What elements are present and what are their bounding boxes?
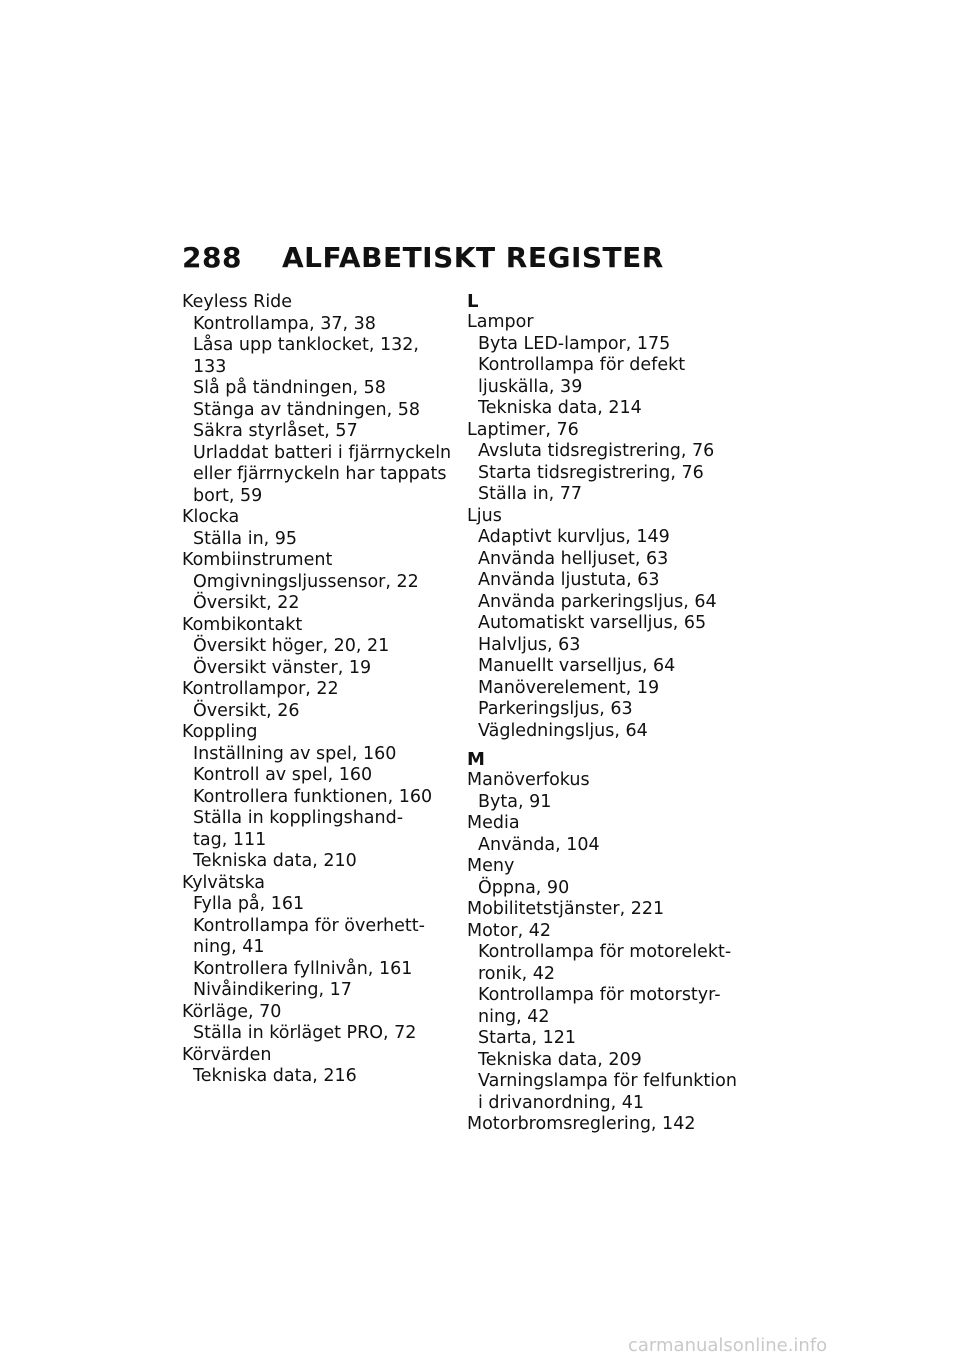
index-subentry: Avsluta tidsregistrering, 76 [478, 441, 715, 461]
index-subentry: tag, 111 [193, 829, 267, 850]
index-subentry: Ställa in kopplingshand- [193, 808, 404, 828]
index-subentry: bort, 59 [193, 485, 263, 506]
index-subentry: ning, 41 [193, 937, 265, 957]
index-subentry: Urladdat batteri i fjärrnyckeln [193, 442, 452, 463]
index-subentry: Byta LED-lampor, 175 [478, 333, 671, 354]
index-letter-heading: L [467, 291, 479, 312]
watermark: carmanualsonline.info [628, 1335, 828, 1356]
index-entry: Kombikontakt [182, 614, 303, 635]
index-subentry: Manöverelement, 19 [478, 677, 660, 698]
index-subentry: Kontrollera funktionen, 160 [193, 786, 433, 807]
index-column-right [467, 292, 747, 1136]
index-subentry: Använda parkeringsljus, 64 [478, 591, 717, 612]
index-subentry: Kontrollampa för överhett- [193, 915, 425, 936]
index-entry: Keyless Ride [182, 292, 293, 312]
page-title: ALFABETISKT REGISTER [282, 241, 664, 274]
index-subentry: Adaptivt kurvljus, 149 [478, 527, 670, 547]
index-subentry: Fylla på, 161 [193, 894, 305, 914]
index-subentry: Öppna, 90 [478, 877, 570, 898]
section-gap [467, 742, 747, 750]
index-subentry: Kontrollampa för motorstyr- [478, 985, 721, 1005]
index-subentry: Tekniska data, 214 [478, 398, 642, 418]
index-subentry: ronik, 42 [478, 963, 555, 984]
index-subentry: Översikt, 26 [193, 700, 300, 721]
index-entry: Manöverfokus [467, 770, 590, 790]
index-subentry: Använda ljustuta, 63 [478, 570, 660, 590]
index-entry: Media [467, 813, 520, 833]
index-entry: Lampor [467, 312, 534, 332]
index-subentry: Vägledningsljus, 64 [478, 720, 648, 741]
page-header [182, 241, 664, 274]
page-number: 288 [182, 241, 242, 274]
index-subentry: Automatiskt varselljus, 65 [478, 613, 707, 633]
index-entry: Körläge, 70 [182, 1001, 282, 1022]
index-entry: Kontrollampor, 22 [182, 679, 339, 699]
index-letter-heading: M [467, 749, 485, 770]
index-entry: Motor, 42 [467, 920, 551, 941]
index-subentry: Parkeringsljus, 63 [478, 699, 633, 719]
index-subentry: Översikt vänster, 19 [193, 657, 372, 678]
index-subentry: Halvljus, 63 [478, 634, 581, 655]
index-subentry: ning, 42 [478, 1006, 550, 1027]
index-entry: Mobilitetstjänster, 221 [467, 899, 665, 919]
index-entry: Meny [467, 856, 515, 876]
index-subentry: Kontrollampa, 37, 38 [193, 313, 376, 334]
index-subentry: Stänga av tändningen, 58 [193, 399, 421, 420]
index-subentry: ljuskälla, 39 [478, 376, 583, 397]
index-subentry: Manuellt varselljus, 64 [478, 656, 676, 676]
index-subentry: Kontrollera fyllnivån, 161 [193, 958, 413, 979]
index-subentry: Ställa in, 95 [193, 528, 298, 549]
index-subentry: Kontrollampa för defekt [478, 355, 686, 375]
index-subentry: Inställning av spel, 160 [193, 743, 397, 764]
index-entry: Körvärden [182, 1044, 272, 1065]
index-entry: Motorbromsreglering, 142 [467, 1114, 696, 1134]
index-column-left [182, 292, 457, 1088]
index-subentry: eller fjärrnyckeln har tappats [193, 464, 447, 484]
index-subentry: Använda, 104 [478, 834, 600, 855]
index-subentry: i drivanordning, 41 [478, 1092, 645, 1113]
index-subentry: Nivåindikering, 17 [193, 980, 352, 1000]
index-subentry: Tekniska data, 209 [478, 1049, 642, 1070]
index-subentry: Kontroll av spel, 160 [193, 765, 373, 785]
index-entry: Klocka [182, 507, 240, 527]
index-subentry: Varningslampa för felfunktion [478, 1071, 737, 1091]
index-entry: Koppling [182, 722, 258, 742]
index-subentry: Byta, 91 [478, 791, 552, 812]
index-subentry: Kontrollampa för motorelekt- [478, 942, 732, 962]
index-subentry: Ställa in, 77 [478, 484, 583, 504]
index-subentry: Omgivningsljussensor, 22 [193, 571, 419, 592]
index-entry: Kombiinstrument [182, 550, 333, 570]
index-subentry: Säkra styrlåset, 57 [193, 421, 358, 441]
index-subentry: Ställa in körläget PRO, 72 [193, 1023, 417, 1043]
index-subentry: Översikt, 22 [193, 593, 300, 613]
index-subentry: 133 [193, 356, 227, 377]
index-subentry: Tekniska data, 216 [193, 1066, 357, 1086]
index-subentry: Starta, 121 [478, 1028, 577, 1048]
index-subentry: Starta tidsregistrering, 76 [478, 462, 704, 483]
index-entry: Ljus [467, 505, 502, 526]
index-subentry: Tekniska data, 210 [193, 851, 357, 871]
index-subentry: Använda helljuset, 63 [478, 548, 669, 569]
index-entry: Laptimer, 76 [467, 419, 579, 440]
index-subentry: Översikt höger, 20, 21 [193, 636, 390, 656]
index-subentry: Slå på tändningen, 58 [193, 378, 386, 398]
index-entry: Kylvätska [182, 872, 266, 893]
index-subentry: Låsa upp tanklocket, 132, [193, 335, 419, 355]
